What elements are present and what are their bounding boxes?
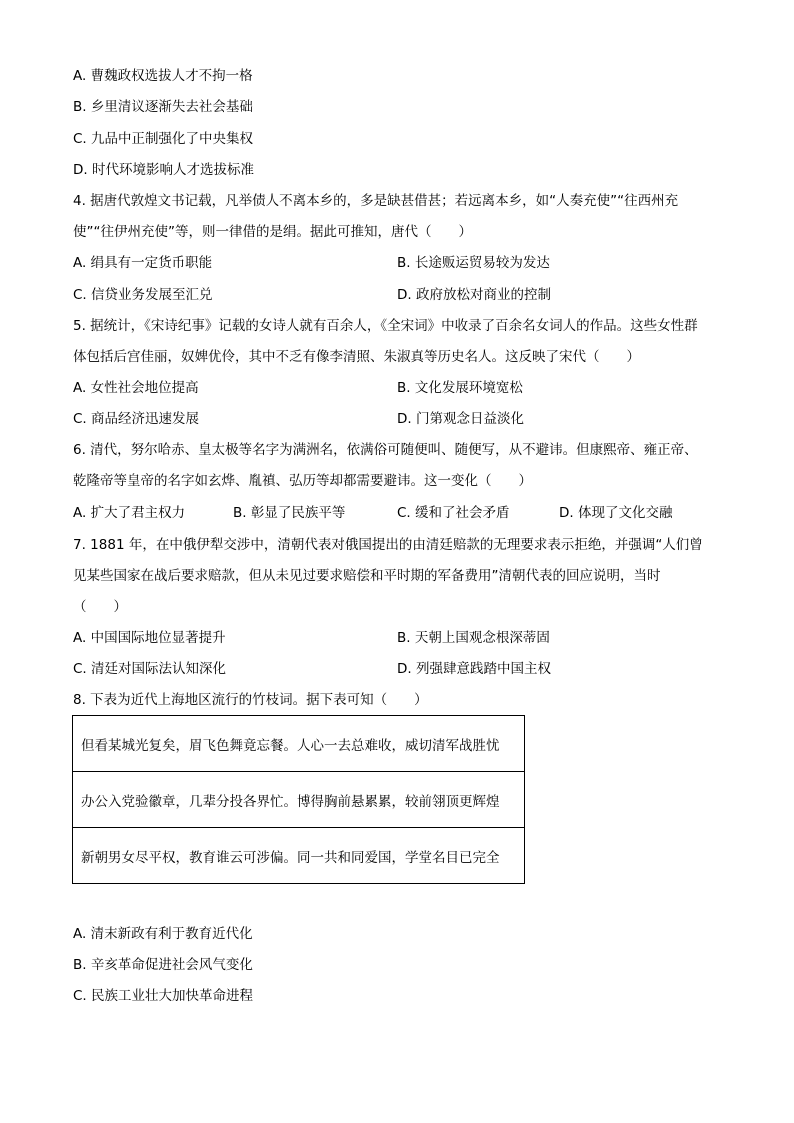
q6-stem-line-1: 6. 清代，努尔哈赤、皇太极等名字为满洲名，依满俗可随便叫、随便写，从不避讳。但康熙帝、雍正帝、 xyxy=(73,442,698,458)
q7-option-d: D. 列强肆意践踏中国主权 xyxy=(397,661,551,677)
q3-option-a: A. 曹魏政权选拔人才不拘一格 xyxy=(73,68,253,84)
q8-option-c: C. 民族工业壮大加快革命进程 xyxy=(73,988,254,1004)
table-cell: 办公入党验徽章，几辈分投各界忙。博得胸前悬累累，较前翎顶更辉煌 xyxy=(73,772,525,828)
q4-option-a: A. 绢具有一定货币职能 xyxy=(73,255,213,271)
q6-option-d: D. 体现了文化交融 xyxy=(559,505,673,521)
table-row xyxy=(73,716,525,772)
q5-option-d: D. 门第观念日益淡化 xyxy=(397,411,524,427)
q5-option-c: C. 商品经济迅速发展 xyxy=(73,411,200,427)
table-row xyxy=(73,828,525,884)
q4-option-c: C. 信贷业务发展至汇兑 xyxy=(73,287,213,303)
q7-option-b: B. 天朝上国观念根深蒂固 xyxy=(397,630,550,646)
q4-option-b: B. 长途贩运贸易较为发达 xyxy=(397,255,550,271)
q7-stem-line-3: （ ） xyxy=(73,599,127,615)
table-row xyxy=(73,772,525,828)
q7-stem-line-2: 见某些国家在战后要求赔款，但从未见过要求赔偿和平时期的军备费用”清朝代表的回应说明，当时 xyxy=(73,568,661,584)
q8-option-a: A. 清末新政有利于教育近代化 xyxy=(73,926,253,942)
q3-option-b: B. 乡里清议逐渐失去社会基础 xyxy=(73,99,253,115)
q6-option-b: B. 彰显了民族平等 xyxy=(233,505,346,521)
q8-stem: 8. 下表为近代上海地区流行的竹枝词。据下表可知（ ） xyxy=(73,692,428,708)
q5-stem-line-1: 5. 据统计，《宋诗纪事》记载的女诗人就有百余人，《全宋词》中收录了百余名女词人的作品。这些女性群 xyxy=(73,318,698,334)
q7-option-a: A. 中国国际地位显著提升 xyxy=(73,630,226,646)
table-cell: 但看某城光复矣，眉飞色舞竟忘餐。人心一去总难收，威切清军战胜忧 xyxy=(73,716,525,772)
bamboo-branch-poem-table xyxy=(72,715,525,884)
q3-option-d: D. 时代环境影响人才选拔标准 xyxy=(73,162,254,178)
q7-option-c: C. 清廷对国际法认知深化 xyxy=(73,661,227,677)
q5-option-a: A. 女性社会地位提高 xyxy=(73,380,199,396)
q6-option-a: A. 扩大了君主权力 xyxy=(73,505,186,521)
q5-stem-line-2: 体包括后宫佳丽，奴婢优伶，其中不乏有像李清照、朱淑真等历史名人。这反映了宋代（ ） xyxy=(73,349,640,365)
q4-option-d: D. 政府放松对商业的控制 xyxy=(397,287,551,303)
q6-option-c: C. 缓和了社会矛盾 xyxy=(397,505,510,521)
q3-option-c: C. 九品中正制强化了中央集权 xyxy=(73,131,254,147)
q8-option-b: B. 辛亥革命促进社会风气变化 xyxy=(73,957,253,973)
q5-option-b: B. 文化发展环境宽松 xyxy=(397,380,523,396)
table-cell: 新朝男女尽平权，教育谁云可涉偏。同一共和同爱国，学堂名目已完全 xyxy=(73,828,525,884)
q4-stem-line-1: 4. 据唐代敦煌文书记载，凡举债人不离本乡的，多是缺甚借甚；若远离本乡，如“人奏充使”“往西州充 xyxy=(73,193,679,209)
q6-stem-line-2: 乾隆帝等皇帝的名字如玄烨、胤禛、弘历等却都需要避讳。这一变化（ ） xyxy=(73,473,532,489)
q7-stem-line-1: 7. 1881 年，在中俄伊犁交涉中，清朝代表对俄国提出的由清廷赔款的无理要求表示拒绝，并强调“人们曾 xyxy=(73,537,703,553)
q4-stem-line-2: 使”“往伊州充使”等，则一律借的是绢。据此可推知，唐代（ ） xyxy=(73,224,472,240)
